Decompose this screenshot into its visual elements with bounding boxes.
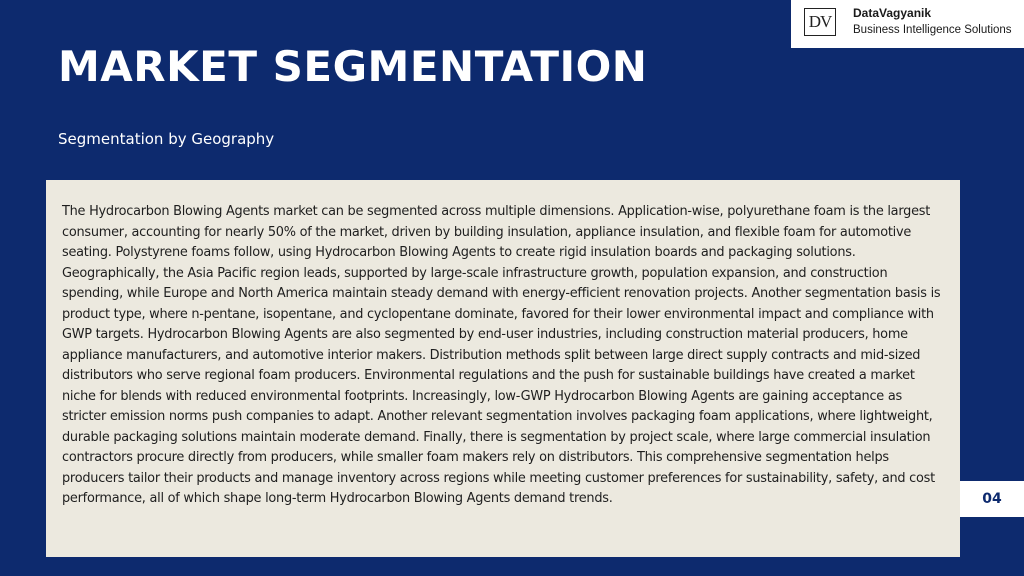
content-panel: [46, 180, 960, 557]
page-title: MARKET SEGMENTATION: [58, 42, 648, 91]
logo-tagline: Business Intelligence Solutions: [853, 24, 1012, 36]
page-number-badge: 04: [960, 481, 1024, 517]
logo-company-name: DataVagyanik: [853, 6, 932, 20]
body-paragraph: The Hydrocarbon Blowing Agents market can be segmented across multiple dimensions. Application-wise, polyurethane foam is the largest consumer, accounting for nearly 50% of the market, driven by building insulation, appliance insulation, and flexible foam for automotive seating. Polystyrene foams follow, using Hydrocarbon Blowing Agents to create rigid insulation boards and packaging solutions. Geographically, the Asia Pacific region leads, supported by large-scale infrastructure growth, population expansion, and construction spending, while Europe and North America maintain steady demand with energy-efficient renovation projects. Another segmentation basis is product type, where n-pentane, isopentane, and cyclopentane dominate, favored for their lower environmental impact and compliance with GWP targets. Hydrocarbon Blowing Agents are also segmented by end-user industries, including construction material producers, home appliance manufacturers, and automotive interior makers. Distribution methods split between large direct supply contracts and mid-sized distributors who serve regional foam producers. Environmental regulations and the push for sustainable buildings have created a market niche for blends with reduced environmental footprints. Increasingly, low-GWP Hydrocarbon Blowing Agents are gaining acceptance as stricter emission norms push companies to adapt. Another relevant segmentation involves packaging foam applications, where lightweight, durable packaging solutions maintain moderate demand. Finally, there is segmentation by project scale, where large commercial insulation contractors procure directly from producers, while smaller foam makers rely on distributors. This comprehensive segmentation helps producers tailor their products and manage inventory across regions while meeting customer preferences for sustainability, safety, and cost performance, all of which shape long-term Hydrocarbon Blowing Agents demand trends.: [62, 204, 941, 506]
company-logo: [791, 0, 1024, 48]
page-subtitle: Segmentation by Geography: [58, 130, 275, 148]
logo-mark-icon: DV: [804, 8, 836, 36]
